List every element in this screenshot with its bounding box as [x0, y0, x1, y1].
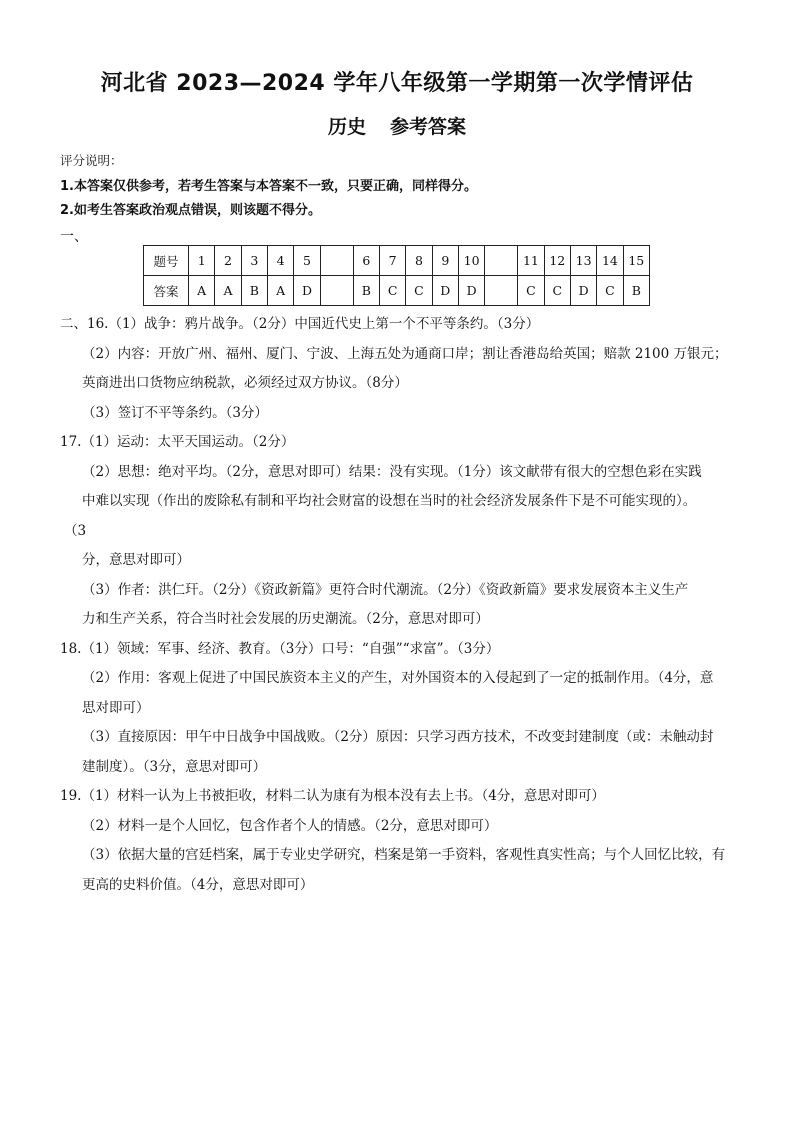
spacer-cell: [485, 246, 518, 276]
spacer-cell: [320, 276, 353, 306]
answer-cell: C: [544, 276, 570, 306]
answer-line-q17-1: 17.（1）运动：太平天国运动。（2分）: [60, 434, 295, 450]
answer-cell: B: [623, 276, 649, 306]
subject-label: 历史: [327, 116, 366, 138]
answer-line-q19-1: 19.（1）材料一认为上书被拒收，材料二认为康有为根本没有去上书。（4分，意思对即可）: [60, 788, 605, 804]
answer-line-q17-3: （3）作者：洪仁玕。（2分）《资政新篇》更符合时代潮流。（2分）《资政新篇》要求发展资本主义生产: [82, 581, 689, 598]
answer-line-q18-1: 18.（1）领域：军事、经济、教育。（3分）口号：“自强”“求富”。（3分）: [60, 640, 500, 657]
answer-cell: C: [518, 276, 544, 306]
answer-cell: B: [241, 276, 267, 306]
answer-cell: A: [267, 276, 293, 306]
answer-line-q17-2-cont: 中难以实现（作出的废除私有制和平均社会财富的设想在当时的社会经济发展条件下是不可能实现的）。: [82, 493, 697, 509]
answer-line-q18-2-cont: 思对即可）: [82, 699, 150, 716]
answer-line-q17-2: （2）思想：绝对平均。（2分，意思对即可）结果：没有实现。（1分）该文献带有很大的空想色彩在实践: [82, 463, 702, 480]
answer-cell: A: [215, 276, 241, 306]
question-number: 13: [570, 246, 596, 276]
answer-cell: D: [570, 276, 596, 306]
document-subtitle: [0, 112, 794, 139]
answer-body: [60, 310, 740, 900]
answer-cell: C: [379, 276, 405, 306]
question-number: 6: [353, 246, 379, 276]
answer-cell: A: [189, 276, 215, 306]
document-title: 河北省 2023—2024 学年八年级第一学期第一次学情评估: [100, 71, 694, 96]
answer-line-q18-3: （3）直接原因：甲午中日战争中国战败。（2分）原因：只学习西方技术，不改变封建制度（或：未触动封: [82, 729, 714, 745]
answer-cell: C: [597, 276, 623, 306]
spacer-cell: [320, 246, 353, 276]
section-1-label: 一、: [60, 229, 88, 245]
question-number: 10: [458, 246, 484, 276]
question-number: 8: [406, 246, 432, 276]
question-number: 11: [518, 246, 544, 276]
scoring-note-1: 1.本答案仅供参考，若考生答案与本答案不一致，只要正确，同样得分。: [60, 179, 477, 194]
answer-line-q16-2: （2）内容：开放广州、福州、厦门、宁波、上海五处为通商口岸；割让香港岛给英国；赔款 2100 万银元；: [82, 345, 728, 362]
spacer-cell: [485, 276, 518, 306]
row-label: 题号: [144, 246, 189, 276]
scoring-note-2: 2.如考生答案政治观点错误，则该题不得分。: [60, 203, 321, 218]
question-number: 9: [432, 246, 458, 276]
answer-cell: C: [406, 276, 432, 306]
question-number: 14: [597, 246, 623, 276]
answer-line-q19-2: （2）材料一是个人回忆，包含作者个人的情感。（2分，意思对即可）: [82, 817, 498, 834]
question-number: 15: [623, 246, 649, 276]
question-number-row: [144, 246, 650, 276]
answer-table: [143, 245, 650, 306]
answer-cell: D: [294, 276, 320, 306]
answer-line-q18-2: （2）作用：客观上促进了中国民族资本主义的产生，对外国资本的入侵起到了一定的抵制作用。（4分，意: [82, 670, 714, 686]
answer-line-q16-3: （3）签订不平等条约。（3分）: [82, 404, 268, 421]
answer-line-q17-3-cont: 力和生产关系，符合当时社会发展的历史潮流。（2分，意思对即可）: [82, 611, 489, 627]
question-number: 7: [379, 246, 405, 276]
question-number: 3: [241, 246, 267, 276]
scoring-notes-heading: 评分说明：: [60, 153, 123, 168]
answer-line-q17-2-cont2: （3: [64, 522, 87, 539]
answer-line-q18-3-cont: 建制度）。（3分，意思对即可）: [82, 758, 267, 775]
answer-line-q16-1: 二、16.（1）战争：鸦片战争。（2分）中国近代史上第一个不平等条约。（3分）: [60, 316, 540, 332]
answer-cell: D: [458, 276, 484, 306]
answer-row: [144, 276, 650, 306]
answer-line-q17-2-cont3: 分，意思对即可）: [82, 552, 190, 568]
question-number: 4: [267, 246, 293, 276]
answer-cell: D: [432, 276, 458, 306]
answer-line-q19-3: （3）依据大量的宫廷档案，属于专业史学研究，档案是第一手资料，客观性真实性高；与个人回忆比较，有: [82, 847, 726, 863]
question-number: 12: [544, 246, 570, 276]
question-number: 5: [294, 246, 320, 276]
answer-line-q16-2-cont: 英商进出口货物应纳税款，必须经过双方协议。（8分）: [82, 375, 408, 391]
row-label: 答案: [144, 276, 189, 306]
question-number: 1: [189, 246, 215, 276]
answer-key-label: 参考答案: [390, 116, 467, 138]
answer-cell: B: [353, 276, 379, 306]
answer-line-q19-3-cont: 更高的史料价值。（4分，意思对即可）: [82, 876, 314, 893]
question-number: 2: [215, 246, 241, 276]
